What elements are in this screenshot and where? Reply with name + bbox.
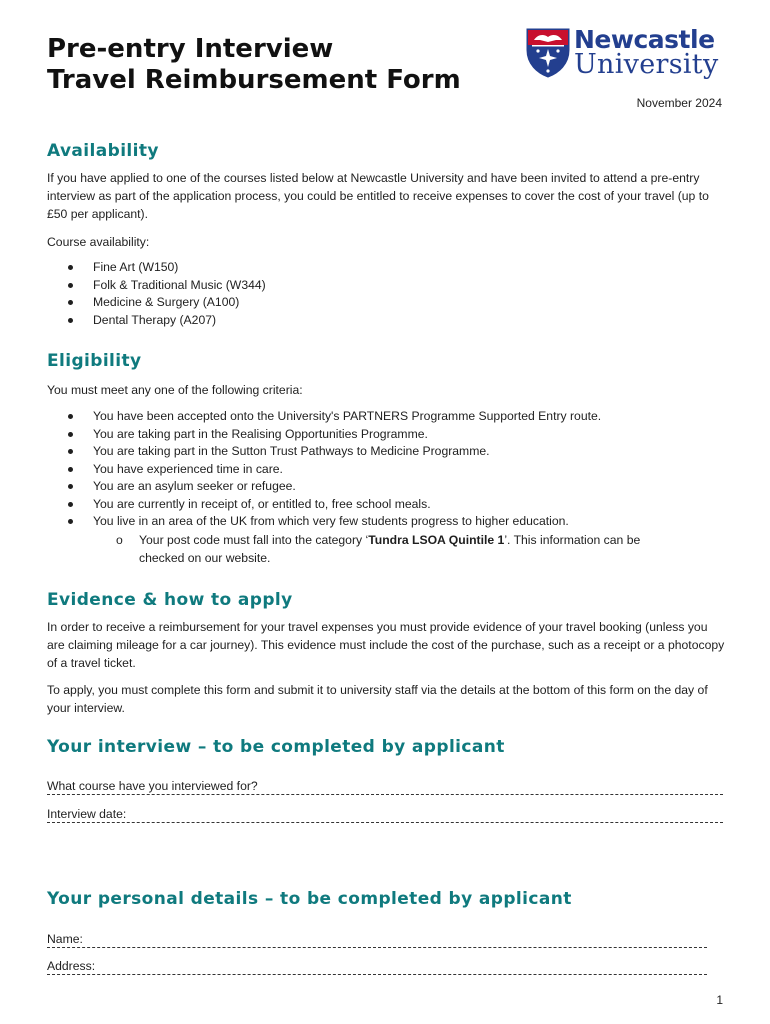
interview-date-field[interactable] bbox=[47, 806, 723, 823]
bullet-icon bbox=[68, 432, 73, 437]
availability-intro: If you have applied to one of the courses listed below at Newcastle University and have been invited to attend a pre-entry interview as part of the application process, you could be entitled to receive expenses to cover the cost of your travel (up to £50 per applicant). bbox=[47, 171, 709, 221]
interview-course-field[interactable] bbox=[47, 778, 723, 795]
university-logo bbox=[526, 26, 726, 84]
criteria-item: You are an asylum seeker or refugee. bbox=[47, 478, 601, 496]
eligibility-intro: You must meet any one of the following criteria: bbox=[47, 383, 303, 397]
logo-wordmark-university: University bbox=[574, 49, 719, 80]
criteria-list bbox=[47, 408, 601, 531]
course-item: Medicine & Surgery (A100) bbox=[47, 294, 266, 312]
course-item: Dental Therapy (A207) bbox=[47, 312, 266, 330]
name-field[interactable] bbox=[47, 931, 707, 948]
criteria-item: You are currently in receipt of, or entitled to, free school meals. bbox=[47, 496, 601, 514]
tundra-category: Tundra LSOA Quintile 1 bbox=[368, 533, 505, 547]
postcode-subcriterion bbox=[116, 531, 676, 567]
criteria-item: You are taking part in the Realising Opportunities Programme. bbox=[47, 426, 601, 444]
document-date: November 2024 bbox=[636, 96, 722, 110]
sub-bullet-icon: o bbox=[116, 533, 123, 547]
bullet-icon bbox=[68, 300, 73, 305]
bullet-icon bbox=[68, 484, 73, 489]
evidence-paragraph-1: In order to receive a reimbursement for your travel expenses you must provide evidence of your travel booking (unless you are claiming mileage for a car journey). This evidence must include the cost of the purchase, such as a receipt or a photocopy of a travel ticket. bbox=[47, 620, 725, 670]
evidence-paragraph-2: To apply, you must complete this form and submit it to university staff via the details at the bottom of this form on the day of your interview. bbox=[47, 683, 708, 715]
course-availability-label: Course availability: bbox=[47, 235, 150, 249]
eligibility-heading: Eligibility bbox=[47, 351, 142, 371]
postcode-subcriterion-text: Your post code must fall into the category ‘Tundra LSOA Quintile 1’. This information can be checked on our website. bbox=[139, 533, 641, 565]
criteria-item: You have experienced time in care. bbox=[47, 461, 601, 479]
title-line-2: Travel Reimbursement Form bbox=[47, 65, 461, 95]
criteria-item: You live in an area of the UK from which very few students progress to higher education. bbox=[47, 513, 601, 531]
bullet-icon bbox=[68, 318, 73, 323]
bullet-icon bbox=[68, 265, 73, 270]
address-field[interactable] bbox=[47, 958, 707, 975]
interview-course-label: What course have you interviewed for? bbox=[47, 779, 258, 793]
bullet-icon bbox=[68, 283, 73, 288]
bullet-icon bbox=[68, 449, 73, 454]
availability-heading: Availability bbox=[47, 141, 159, 161]
page-title bbox=[47, 34, 461, 96]
criteria-item: You are taking part in the Sutton Trust Pathways to Medicine Programme. bbox=[47, 443, 601, 461]
name-label: Name: bbox=[47, 932, 83, 946]
crest-shield-icon bbox=[526, 28, 570, 78]
criteria-item: You have been accepted onto the University's PARTNERS Programme Supported Entry route. bbox=[47, 408, 601, 426]
course-item: Fine Art (W150) bbox=[47, 259, 266, 277]
bullet-icon bbox=[68, 502, 73, 507]
personal-details-heading: Your personal details – to be completed by applicant bbox=[47, 889, 572, 909]
bullet-icon bbox=[68, 519, 73, 524]
bullet-icon bbox=[68, 414, 73, 419]
course-list bbox=[47, 259, 266, 329]
logo-wordmark-newcastle: Newcastle bbox=[574, 25, 715, 54]
page-number: 1 bbox=[716, 993, 723, 1007]
interview-date-label: Interview date: bbox=[47, 807, 127, 821]
bullet-icon bbox=[68, 467, 73, 472]
course-item: Folk & Traditional Music (W344) bbox=[47, 277, 266, 295]
title-line-1: Pre-entry Interview bbox=[47, 34, 334, 64]
evidence-heading: Evidence & how to apply bbox=[47, 590, 293, 610]
interview-heading: Your interview – to be completed by applicant bbox=[47, 737, 505, 757]
address-label: Address: bbox=[47, 959, 96, 973]
